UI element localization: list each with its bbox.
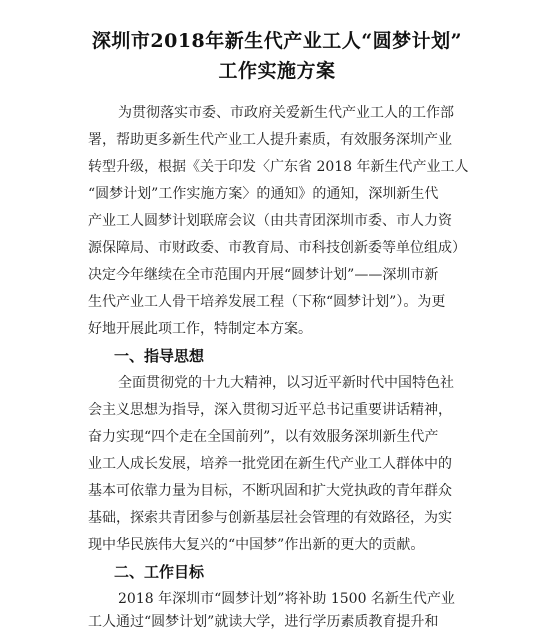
intro-line: 决定今年继续在全市范围内开展“圆梦计划”——深圳市新 (88, 267, 439, 283)
section2-line: 工人通过“圆梦计划”就读大学，进行学历素质教育提升和 (88, 614, 439, 630)
section2-line: 2018 年深圳市“圆梦计划”将补助 1500 名新生代产业 (118, 591, 455, 607)
section-heading-guiding-ideology: 一、指导思想 (114, 347, 205, 365)
intro-line: 为贯彻落实市委、市政府关爱新生代产业工人的工作部 (118, 105, 454, 121)
section1-line: 现中华民族伟大复兴的“中国梦”作出新的更大的贡献。 (88, 537, 425, 553)
intro-line: “圆梦计划”工作实施方案〉的通知》的通知，深圳新生代 (88, 186, 439, 202)
document-title-line-1: 深圳市2018年新生代产业工人“圆梦计划” (91, 30, 463, 52)
section1-line: 基本可依靠力量为目标，不断巩固和扩大党执政的青年群众 (88, 483, 452, 499)
intro-line: 转型升级，根据《关于印发〈广东省 2018 年新生代产业工人 (88, 159, 469, 175)
intro-line: 好地开展此项工作，特制定本方案。 (88, 321, 312, 337)
intro-line: 源保障局、市财政委、市教育局、市科技创新委等单位组成） (88, 240, 466, 256)
intro-line: 产业工人圆梦计划联席会议（由共青团深圳市委、市人力资 (88, 213, 452, 229)
section1-line: 会主义思想为指导，深入贯彻习近平总书记重要讲话精神， (88, 402, 452, 418)
intro-line: 署，帮助更多新生代产业工人提升素质，有效服务深圳产业 (88, 132, 452, 148)
section1-line: 全面贯彻党的十九大精神，以习近平新时代中国特色社 (118, 375, 454, 391)
section1-line: 奋力实现“四个走在全国前列”，以有效服务深圳新生代产 (88, 429, 439, 445)
intro-line: 生代产业工人骨干培养发展工程（下称“圆梦计划”）。为更 (88, 294, 446, 310)
section-heading-work-goals: 二、工作目标 (114, 563, 205, 581)
document-title-line-2: 工作实施方案 (218, 60, 336, 82)
section1-line: 业工人成长发展，培养一批党团在新生代产业工人群体中的 (88, 456, 452, 472)
section1-line: 基础，探索共青团参与创新基层社会管理的有效路径，为实 (88, 510, 452, 526)
